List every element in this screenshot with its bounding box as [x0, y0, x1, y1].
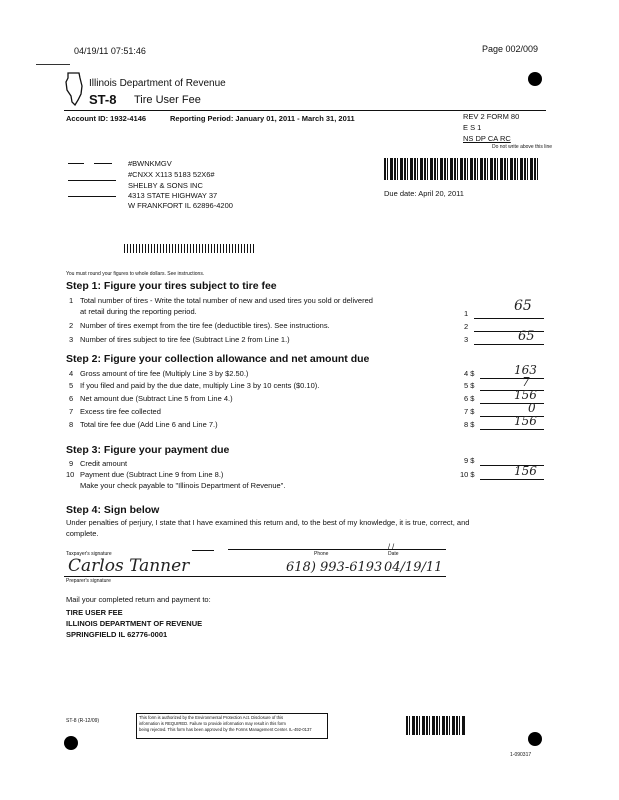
- authority-text-2: information is REQUIRED. Failure to provide information may result in this form: [139, 721, 286, 726]
- mail-intro: Mail your completed return and payment to:: [66, 595, 211, 604]
- signature-line-top: [192, 550, 214, 551]
- line-number: 1: [69, 296, 74, 305]
- line1-value: 65: [514, 298, 532, 314]
- phone-caption: Phone: [314, 551, 329, 557]
- line3-value: 65: [518, 329, 535, 344]
- line-label: 6 $: [464, 394, 475, 403]
- penalty-statement: Under penalties of perjury, I state that I have examined this return and, to the best of my knowledge, it is true, correct, and: [66, 518, 470, 527]
- line5-value: 7: [522, 375, 530, 389]
- line3-field[interactable]: [474, 344, 544, 345]
- line-label: 5 $: [464, 381, 475, 390]
- address-line-3: SHELBY & SONS INC: [128, 181, 203, 190]
- line1-text-cont: at retail during the reporting period.: [80, 307, 197, 316]
- page-label: Page 002/009: [482, 44, 539, 54]
- address-mark: [68, 196, 116, 197]
- account-id: Account ID: 1932-4146: [66, 114, 147, 123]
- header-rule: [64, 110, 546, 111]
- address-line-2: #CNXX X113 5183 52X6#: [128, 170, 215, 179]
- office-codes: NS DP CA RC: [463, 134, 511, 143]
- line6-value: 156: [514, 388, 537, 402]
- line-number: 7: [69, 407, 74, 416]
- line-number: 4: [69, 369, 74, 378]
- line-number: 3: [69, 335, 74, 344]
- line8-value: 156: [514, 414, 537, 428]
- line-label: 10 $: [460, 470, 475, 479]
- fax-timestamp: 04/19/11 07:51:46: [74, 46, 146, 56]
- step3-heading: Step 3: Figure your payment due: [66, 444, 230, 456]
- form-revision: ST-8 (R-12/09): [66, 718, 100, 724]
- line10-value: 156: [514, 464, 537, 478]
- mail-line-3: SPRINGFIELD IL 62776-0001: [66, 630, 168, 639]
- date-caption: Date: [388, 551, 399, 557]
- line10-text-cont: Make your check payable to "Illinois Department of Revenue".: [80, 481, 286, 490]
- document-code: 1-090317: [510, 752, 532, 758]
- line9-text: Credit amount: [80, 459, 128, 468]
- authority-box: [136, 713, 328, 739]
- line10-text: Payment due (Subtract Line 9 from Line 8.): [80, 470, 224, 479]
- department-name: Illinois Department of Revenue: [89, 78, 226, 89]
- taxpayer-signature: Carlos Tanner: [68, 556, 190, 576]
- line-label: 4 $: [464, 369, 475, 378]
- line-label: 9 $: [464, 456, 475, 465]
- preparer-caption: Preparer's signature: [66, 578, 111, 584]
- illinois-state-icon: [64, 72, 84, 106]
- line8-text: Total tire fee due (Add Line 6 and Line 7.): [80, 420, 218, 429]
- rev-form-line: REV 2 FORM 80: [463, 112, 520, 121]
- barcode: [384, 158, 540, 180]
- authority-text-3: being rejected. This form has been approved by the Forms Management Center. IL-492-0137: [139, 727, 312, 732]
- signature-line-top: [228, 549, 446, 550]
- top-date-slashes: / /: [388, 542, 395, 551]
- line1-field[interactable]: [474, 318, 544, 319]
- address-line-1: #BWNKMGV: [128, 159, 172, 168]
- line-label: 1: [464, 309, 469, 318]
- mail-line-2: ILLINOIS DEPARTMENT OF REVENUE: [66, 619, 203, 628]
- registration-dot: [528, 732, 542, 746]
- line6-text: Net amount due (Subtract Line 5 from Line 4.): [80, 394, 233, 403]
- line-label: 2: [464, 322, 469, 331]
- address-mark: [94, 163, 112, 164]
- taxpayer-caption: Taxpayer's signature: [66, 551, 112, 557]
- signature-line[interactable]: [64, 576, 446, 577]
- scan-mark: [36, 64, 70, 65]
- line1-text: Total number of tires - Write the total number of new and used tires you sold or delivered: [80, 296, 373, 305]
- postal-barcode: [124, 244, 254, 253]
- step4-heading: Step 4: Sign below: [66, 504, 160, 516]
- line4-value: 163: [514, 363, 537, 377]
- es-line: E S 1: [463, 123, 482, 132]
- phone-value: 618) 993-6193: [286, 560, 383, 575]
- line-label: 8 $: [464, 420, 475, 429]
- line-number: 6: [69, 394, 74, 403]
- line-number: 5: [69, 381, 74, 390]
- line-number: 2: [69, 321, 74, 330]
- registration-dot: [64, 736, 78, 750]
- step2-heading: Step 2: Figure your collection allowance and net amount due: [66, 353, 370, 365]
- line3-text: Number of tires subject to tire fee (Subtract Line 2 from Line 1.): [80, 335, 290, 344]
- line4-field[interactable]: [480, 378, 544, 379]
- step1-heading: Step 1: Figure your tires subject to tire fee: [66, 280, 277, 292]
- address-line-5: W FRANKFORT IL 62896-4200: [128, 201, 233, 210]
- signature-date: 04/19/11: [384, 560, 443, 575]
- footer-barcode: [406, 716, 466, 735]
- address-mark: [68, 180, 116, 181]
- office-use-caption: Do not write above this line: [492, 144, 553, 150]
- line-number: 10: [66, 470, 75, 479]
- registration-dot: [528, 72, 542, 86]
- form-title: Tire User Fee: [134, 94, 201, 106]
- address-mark: [68, 163, 84, 164]
- line2-text: Number of tires exempt from the tire fee (deductible tires). See instructions.: [80, 321, 330, 330]
- line10-field[interactable]: [480, 479, 544, 480]
- line8-field[interactable]: [480, 429, 544, 430]
- line-number: 9: [69, 459, 74, 468]
- mail-line-1: TIRE USER FEE: [66, 608, 123, 617]
- due-date: Due date: April 20, 2011: [384, 189, 464, 198]
- reporting-period: Reporting Period: January 01, 2011 - March 31, 2011: [170, 114, 355, 123]
- address-line-4: 4313 STATE HIGHWAY 37: [128, 191, 218, 200]
- line-number: 8: [69, 420, 74, 429]
- line4-text: Gross amount of tire fee (Multiply Line 3 by $2.50.): [80, 369, 249, 378]
- form-code: ST-8: [89, 92, 117, 107]
- round-note: You must round your figures to whole dollars. See instructions.: [66, 271, 205, 277]
- line7-text: Excess tire fee collected: [80, 407, 161, 416]
- line5-text: If you filed and paid by the due date, multiply Line 3 by 10 cents ($0.10).: [80, 381, 320, 390]
- line-label: 7 $: [464, 407, 475, 416]
- line-label: 3: [464, 335, 469, 344]
- authority-text-1: This form is authorized by the Environmental Protection Act. Disclosure of this: [139, 715, 284, 720]
- line7-value: 0: [528, 401, 536, 415]
- penalty-statement-cont: complete.: [66, 529, 99, 538]
